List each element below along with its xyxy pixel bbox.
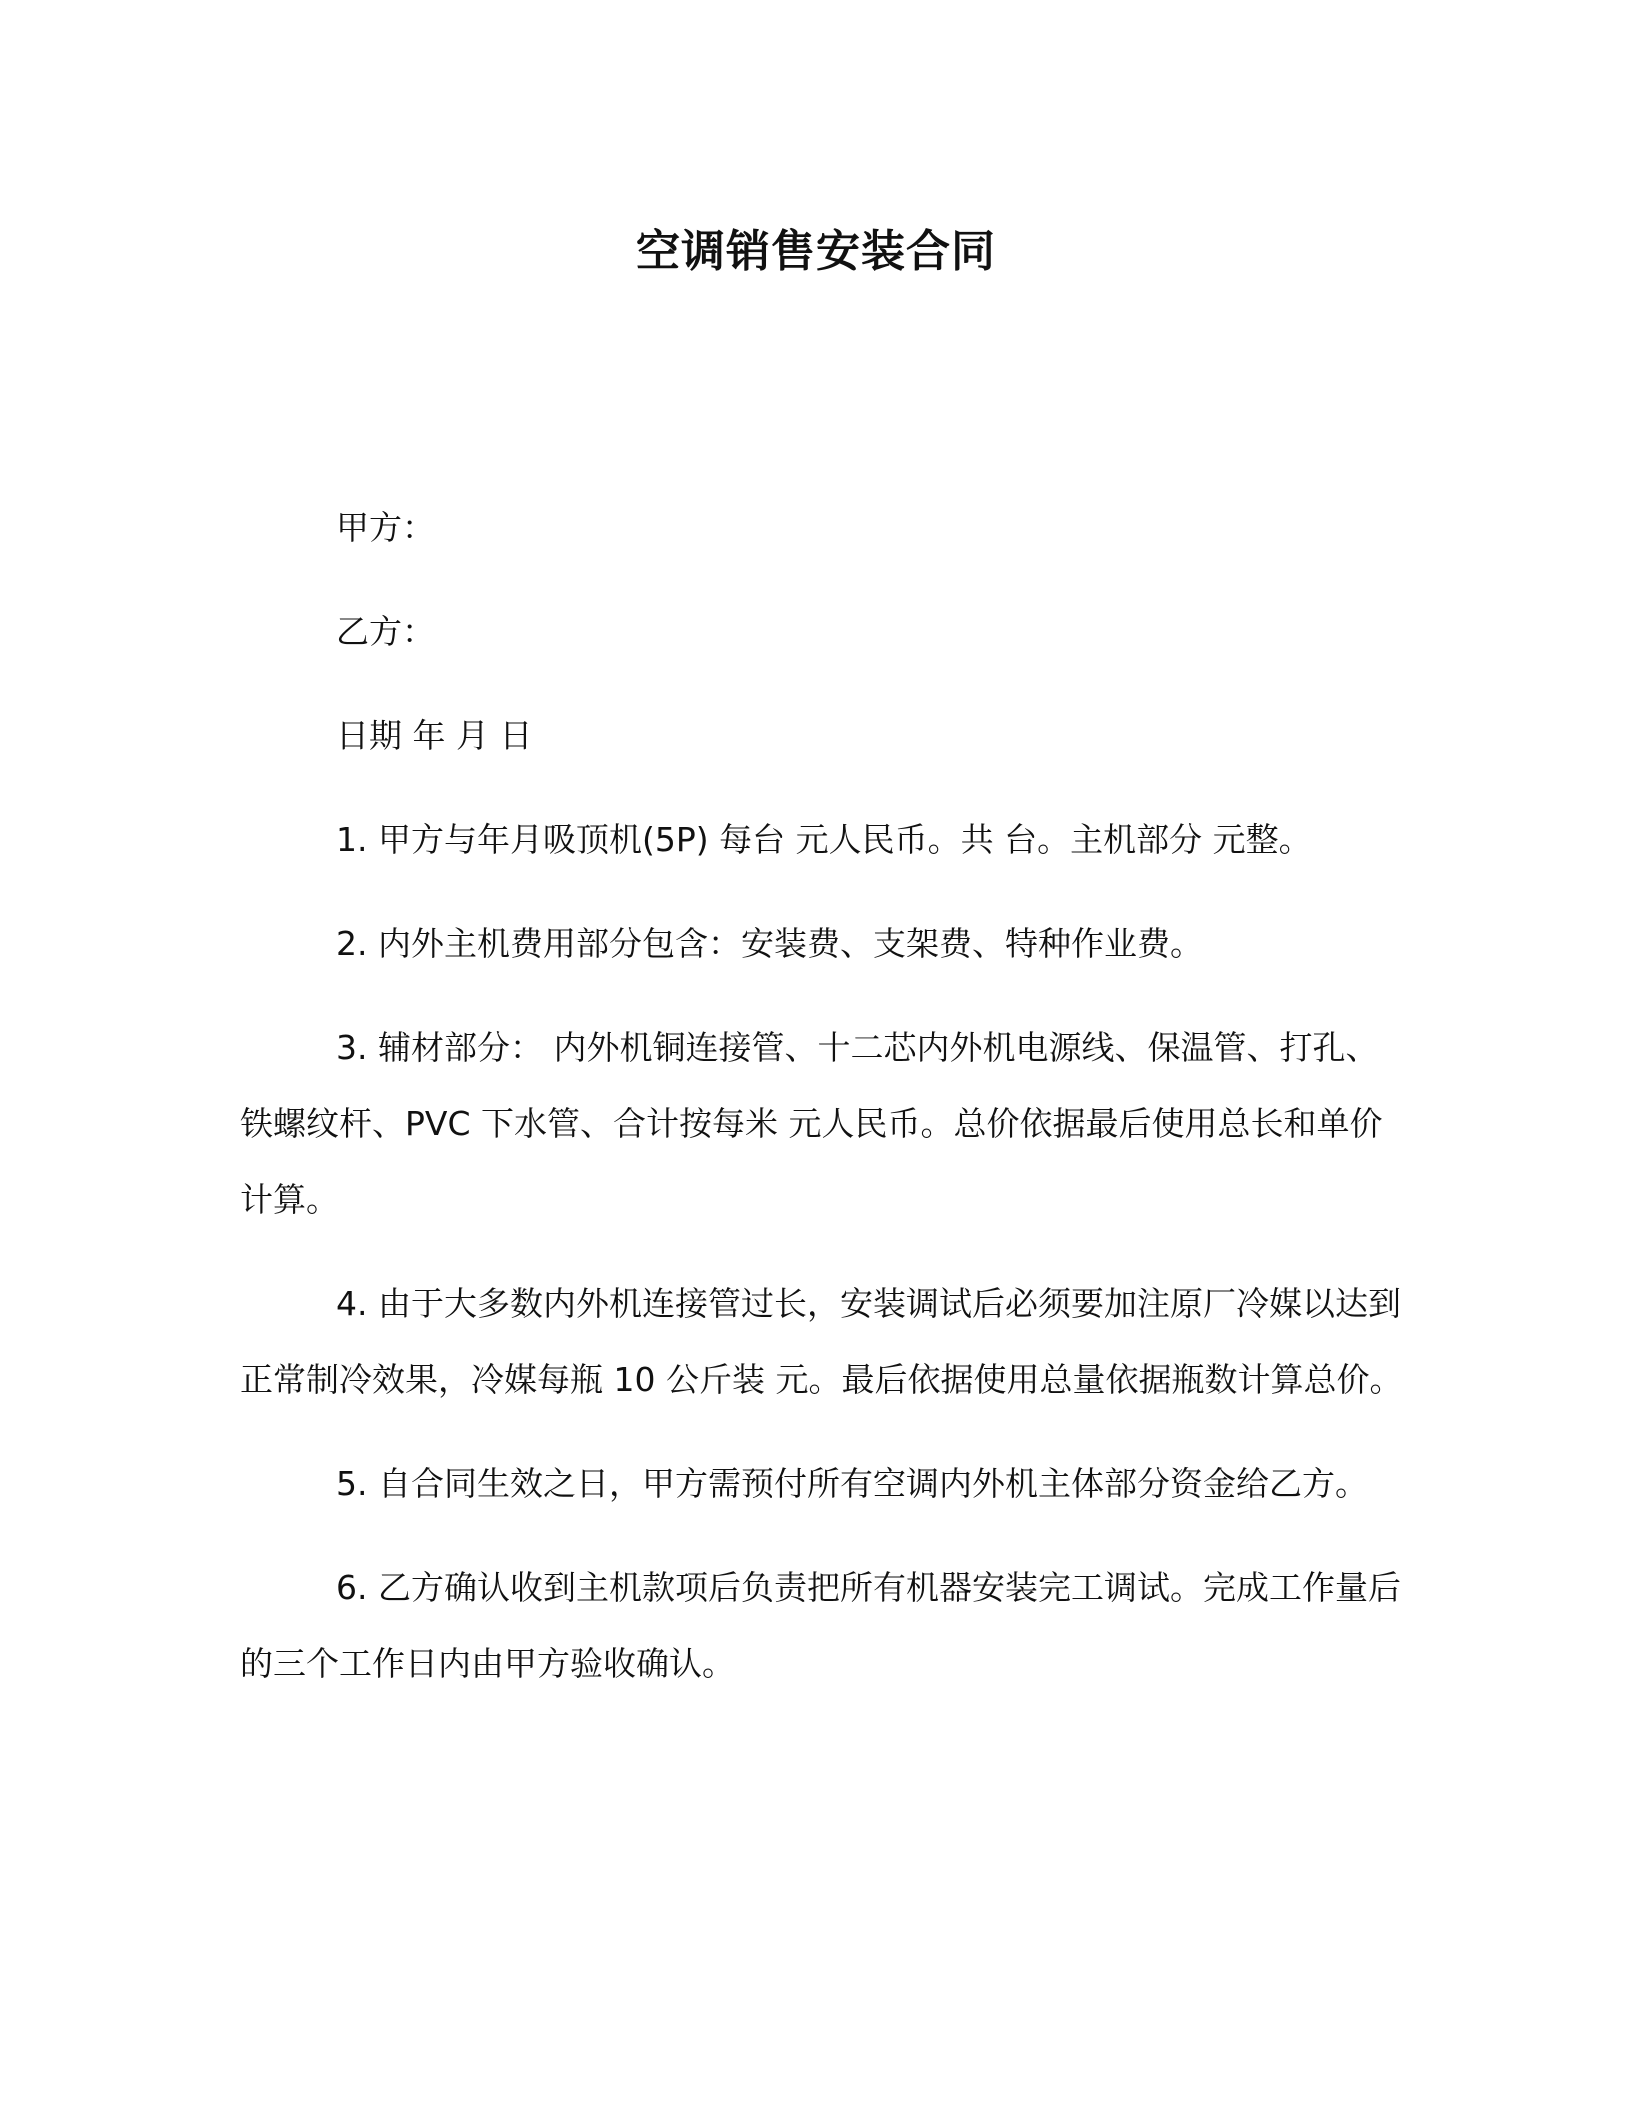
clause-6: 6. 乙方确认收到主机款项后负责把所有机器安装完工调试。完成工作量后的三个工作日内由甲方验收确认。 bbox=[240, 1568, 1401, 1683]
date-line: 日期 年 月 日 bbox=[336, 716, 533, 755]
party-a-line: 甲方： bbox=[336, 508, 435, 547]
clause-3: 3. 辅材部分： 内外机铜连接管、十二芯内外机电源线、保温管、打孔、铁螺纹杆、PVC 下水管、合计按每米 元人民币。总价依据最后使用总长和单价计算。 bbox=[240, 1028, 1383, 1219]
document-title: 空调销售安装合同 bbox=[636, 226, 996, 277]
document-body bbox=[240, 490, 1406, 1730]
clause-5: 5. 自合同生效之日，甲方需预付所有空调内外机主体部分资金给乙方。 bbox=[336, 1464, 1368, 1503]
clause-2: 2. 内外主机费用部分包含：安装费、支架费、特种作业费。 bbox=[336, 924, 1203, 963]
clause-4: 4. 由于大多数内外机连接管过长，安装调试后必须要加注原厂冷媒以达到正常制冷效果，冷媒每瓶 10 公斤装 元。最后依据使用总量依据瓶数计算总价。 bbox=[240, 1284, 1403, 1399]
clause-1: 1. 甲方与年月吸顶机(5P) 每台 元人民币。共 台。主机部分 元整。 bbox=[336, 820, 1312, 859]
party-b-line: 乙方： bbox=[336, 612, 435, 651]
